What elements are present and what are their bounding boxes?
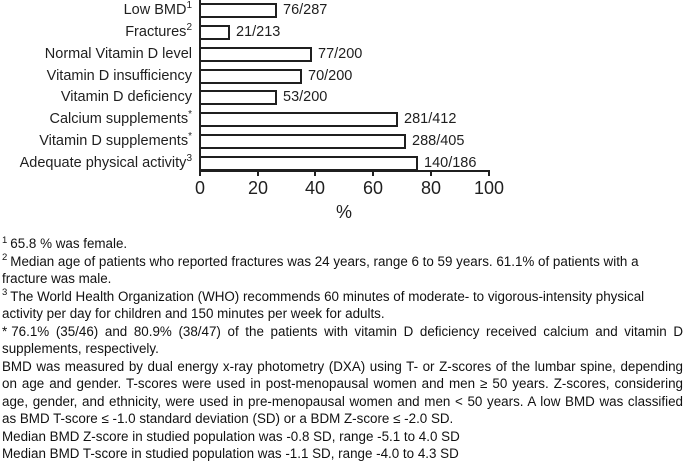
tick-mark [430,172,432,176]
footnote [2,358,683,428]
tick-mark [257,172,259,176]
bar-chart [0,0,685,232]
count-label: 70/200 [308,68,353,84]
category-label [0,68,192,85]
footnote-marker: 1 [2,234,8,246]
category-text: Low BMD [123,2,187,18]
footnote-text: Median age of patients who reported fractures was 24 years, range 6 to 59 years. 61.1% of patients with a fracture was male. [2,253,639,286]
category-text: Calcium supplements [49,111,189,127]
category-text: Fractures [125,24,187,40]
footnote [2,445,683,463]
bar [199,47,312,62]
category-label [0,2,192,19]
footnote-marker: 3 [2,287,8,299]
category-text: Vitamin D supplements [39,133,189,149]
tick-label: 60 [362,178,384,198]
category-text: Adequate physical activity [19,155,187,171]
count-label: 77/200 [318,46,363,62]
bar [199,112,398,127]
tick-mark [488,172,490,176]
footnote [2,253,683,288]
tick-label: 20 [247,178,269,198]
category-label [0,111,192,128]
bar [199,90,277,105]
count-label: 281/412 [404,111,457,127]
count-label: 21/213 [236,24,281,40]
bar [199,156,418,171]
count-label: 53/200 [283,89,328,105]
footnote [2,428,683,446]
tick-label: 0 [194,178,206,198]
category-label [0,46,192,63]
footnote-marker: 2 [2,252,8,264]
tick-mark [314,172,316,176]
tick-label: 40 [304,178,326,198]
footnote-text: Median BMD Z-score in studied population was -0.8 SD, range -5.1 to 4.0 SD [2,428,460,444]
category-superscript-marker: * [188,131,192,143]
bar [199,134,406,149]
footnote-marker: * [2,323,8,339]
category-superscript-marker: 1 [186,0,192,12]
tick-mark [199,172,201,176]
footnote [2,323,683,358]
category-label [0,133,192,150]
bar [199,69,302,84]
footnote-text: 65.8 % was female. [10,236,128,251]
footnote-text: The World Health Organization (WHO) recommends 60 minutes of moderate- to vigorous-intensity physical activity per day for children and 150 minutes per week for adults. [2,288,645,321]
category-label [0,24,192,41]
footnote [2,235,683,253]
footnote [2,288,683,323]
category-superscript-marker: 3 [186,153,192,165]
category-superscript-marker: 2 [186,22,192,34]
category-text: Normal Vitamin D level [44,46,192,62]
category-text: Vitamin D deficiency [60,89,192,105]
footnotes [2,235,683,463]
x-axis-title: % [335,202,353,222]
count-label: 140/186 [424,155,477,171]
category-superscript-marker: * [188,109,192,121]
count-label: 288/405 [412,133,465,149]
category-label [0,155,192,172]
count-label: 76/287 [283,2,328,18]
footnote-text: Median BMD T-score in studied population was -1.1 SD, range -4.0 to 4.3 SD [2,446,459,461]
tick-label: 80 [420,178,442,198]
category-label [0,89,192,106]
footnote-text: 76.1% (35/46) and 80.9% (38/47) of the patients with vitamin D deficiency received calcium and vitamin D supplements, respectively. [2,323,683,356]
category-text: Vitamin D insufficiency [46,68,192,84]
footnote-text: BMD was measured by dual energy x-ray photometry (DXA) using T- or Z-scores of the lumbar spine, depending on age and gender. T-scores were used in post-menopausal women and men ≥ 50 years. Z-scores, considering age, gender, and ethnicity, were used in pre-menopausal women and men < 50 years. A low BMD was classified as BMD T-score ≤ -1.0 standard deviation (SD) or a BDM Z-score ≤ -2.0 SD. [2,358,683,426]
bar [199,3,277,18]
tick-label: 100 [473,178,505,198]
tick-mark [372,172,374,176]
bar [199,25,230,40]
